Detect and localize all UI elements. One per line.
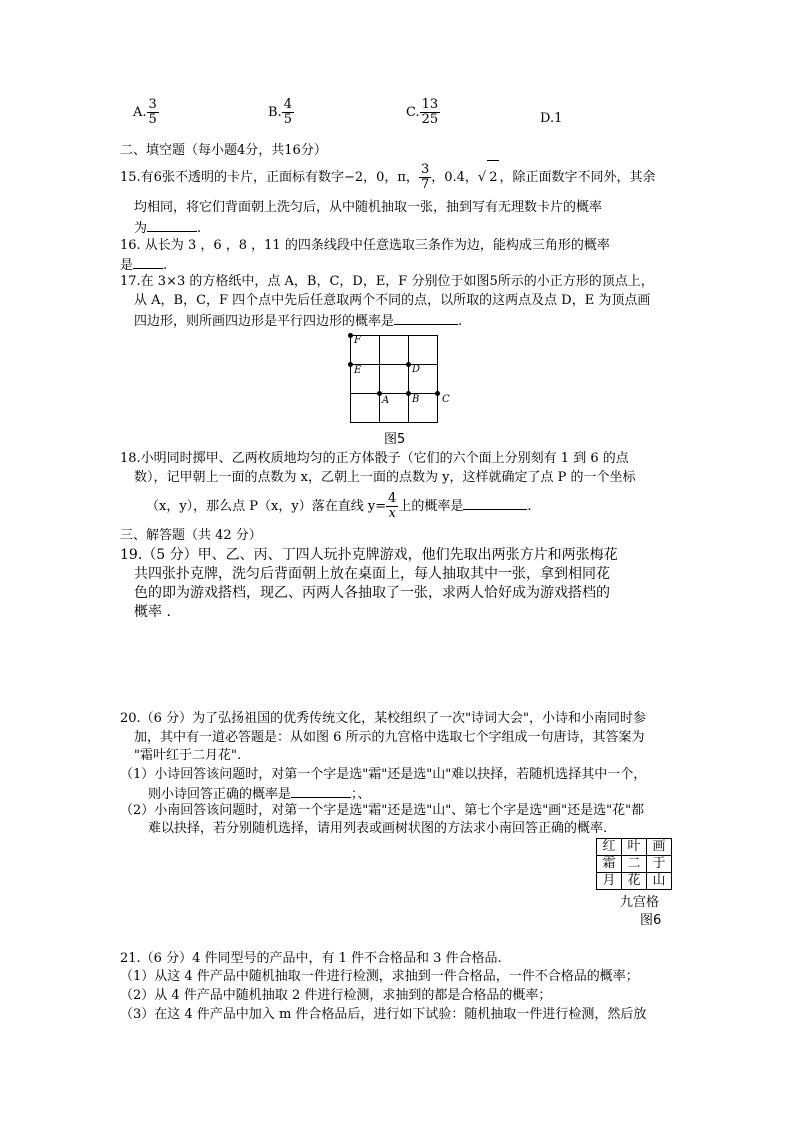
- q17-line-1: 17.在 3×3 的方格纸中，点 A，B，C，D，E，F 分别位于如图5所示的小正方形的顶点上，: [120, 274, 654, 289]
- q16-line-1: 16. 从长为 3 ，6 ，8 ，11 的四条线段中任意选取三条作为边，能构成三角形的概率: [120, 238, 610, 253]
- grid-cell: [350, 393, 380, 423]
- point-c: [435, 391, 440, 396]
- option-b-letter: B.: [268, 105, 282, 120]
- q15-text-a: 15.有6张不透明的卡片，正面标有数字−2，0，π，: [120, 170, 419, 185]
- point-b: [406, 391, 411, 396]
- option-c-fraction: $\frac{13}{25}$: [421, 97, 439, 127]
- nine-grid-cell: 叶: [622, 839, 647, 856]
- nine-grid-row: [597, 873, 672, 890]
- option-a: [133, 98, 159, 127]
- point-e-label: E: [354, 365, 362, 376]
- nine-grid-cell: 红: [597, 839, 622, 856]
- q20-part1-line-1: （1）小诗回答该问题时，对第一个字是选"霜"还是选"山"难以抉择，若随机选择其中一个，: [120, 767, 647, 782]
- point-d: [406, 362, 411, 367]
- q17-line-3: [134, 312, 462, 330]
- option-a-letter: A.: [133, 105, 147, 120]
- q16-line-2: [120, 256, 167, 274]
- figure-5-caption: 图5: [384, 432, 406, 447]
- q21-line-1: 21.（6 分）4 件同型号的产品中，有 1 件不合格品和 3 件合格品.: [120, 951, 502, 966]
- q20-p1-post: ；、: [351, 787, 371, 802]
- q15-text-c: ，除正面数字不同外，其余: [499, 170, 656, 185]
- q21-part-3: （3）在这 4 件产品中加入 m 件合格品后，进行如下试验：随机抽取一件进行检测，然后放: [120, 1007, 647, 1022]
- q18-line-3: [146, 490, 532, 524]
- nine-grid-cell: 画: [647, 839, 672, 856]
- section-2-heading: 二、填空题（每小题4分，共16分）: [120, 143, 327, 158]
- q17-line3-post: .: [458, 314, 463, 329]
- point-b-label: B: [412, 394, 420, 405]
- nine-grid-cell: 二: [622, 856, 647, 873]
- nine-grid-cell: 花: [622, 873, 647, 890]
- nine-grid-cell: 霜: [597, 856, 622, 873]
- q20-part2-line-1: （2）小南回答该问题时，对第一个字是选"霜"还是选"山"、第七个字是选"画"还是选"花"都: [120, 803, 645, 818]
- nine-grid-cell: 山: [647, 873, 672, 890]
- nine-grid-table: [596, 838, 672, 890]
- point-f: [348, 333, 353, 338]
- q20-answer-blank[interactable]: [291, 785, 351, 798]
- q20-p1-pre: 则小诗回答正确的概率是: [148, 787, 292, 802]
- point-a-label: A: [382, 395, 390, 406]
- q17-line-2: 从 A，B，C，F 四个点中先后任意取两个不同的点，以所取的这两点及点 D，E 为顶点画: [134, 293, 651, 308]
- q18-line-2: 数），记甲朝上一面的点数为 x，乙朝上一面的点数为 y，这样就确定了点 P 的一个坐标: [134, 470, 636, 485]
- nine-grid-cell: 月: [597, 873, 622, 890]
- q20-line-2: 加，其中有一道必答题是：从如图 6 所示的九宫格中选取七个字组成一句唐诗，其答案为: [134, 730, 645, 745]
- option-b: [268, 98, 294, 127]
- section-3-heading: 三、解答题（共 42 分）: [120, 528, 262, 543]
- grid-cell: [379, 364, 409, 394]
- q16-answer-blank[interactable]: [133, 256, 163, 269]
- q15-line-1: 15.有6张不透明的卡片，正面标有数字−2，0，π， $\frac{3}{7}$ ，0.4，√ 2 ，除正面数字不同外，其余: [120, 160, 656, 195]
- q20-part1-line-2: [148, 785, 371, 803]
- q20-line-1: 20.（6 分）为了弘扬祖国的优秀传统文化，某校组织了一次"诗词大会"，小诗和小南同时参: [120, 711, 647, 726]
- q15-sqrt: 2: [487, 160, 499, 195]
- nine-grid-row: [597, 856, 672, 873]
- q15-text-b: ，0.4，: [431, 170, 478, 185]
- grid-cell: [408, 335, 438, 365]
- q17-line3-pre: 四边形，则所画四边形是平行四边形的概率是: [134, 314, 395, 329]
- q15-line3-pre: 为: [134, 221, 148, 236]
- q18-line3-end: .: [527, 499, 532, 514]
- option-b-fraction: $\frac{4}{5}$: [283, 97, 292, 127]
- q16-line2-pre: 是: [120, 258, 134, 273]
- q18-line3-pre: （x，y），那么点 P（x，y）落在直线 y=: [146, 499, 387, 514]
- q21-part-1: （1）从这 4 件产品中随机抽取一件进行检测，求抽到一件合格品，一件不合格品的概率；: [120, 969, 639, 984]
- q21-part-2: （2）从 4 件产品中随机抽取 2 件进行检测，求抽到的都是合格品的概率；: [120, 988, 552, 1003]
- option-a-fraction: $\frac{3}{5}$: [148, 97, 157, 127]
- q20-part2-line-2: 难以抉择，若分别随机选择，请用列表或画树状图的方法求小南回答正确的概率.: [148, 821, 608, 836]
- nine-grid-row: [597, 839, 672, 856]
- option-c-letter: C.: [406, 105, 420, 120]
- q15-answer-blank[interactable]: [147, 219, 197, 232]
- q15-line-2: 均相同，将它们背面朝上洗匀后，从中随机抽取一张，抽到写有无理数卡片的概率: [134, 200, 603, 215]
- q18-line-1: 18.小明同时掷甲、乙两枚质地均匀的正方体骰子（它们的六个面上分别刻有 1 到 6 的点: [120, 451, 629, 466]
- q20-line-3: "霜叶红于二月花".: [134, 748, 242, 763]
- option-d: D.1: [540, 111, 563, 126]
- q15-fraction: $\frac{3}{7}$: [420, 162, 430, 192]
- q18-answer-blank[interactable]: [463, 497, 527, 510]
- point-f-label: F: [354, 335, 361, 346]
- point-c-label: C: [442, 394, 450, 405]
- q18-fraction: $\frac{4}{x}$: [388, 491, 397, 521]
- nine-grid-cell: 于: [647, 856, 672, 873]
- q19-line-4: 概率 .: [134, 604, 171, 620]
- q19-line-3: 色的即为游戏搭档，现乙、丙两人各抽取了一张，求两人恰好成为游戏搭档的: [134, 585, 610, 601]
- q19-line-2: 共四张扑克牌，洗匀后背面朝上放在桌面上，每人抽取其中一张，拿到相同花: [134, 566, 610, 582]
- q15-line3-post: .: [197, 221, 202, 236]
- nine-grid-name: 九宫格: [620, 895, 660, 910]
- q16-line2-post: .: [163, 258, 168, 273]
- figure-6-caption: 图6: [640, 913, 662, 928]
- q17-answer-blank[interactable]: [394, 312, 458, 325]
- grid-cell: [379, 335, 409, 365]
- q15-line-3: [134, 219, 201, 237]
- option-c: [406, 98, 440, 127]
- point-e: [348, 362, 353, 367]
- q19-line-1: 19.（5 分）甲、乙、丙、丁四人玩扑克牌游戏，他们先取出两张方片和两张梅花: [120, 547, 618, 563]
- point-d-label: D: [412, 364, 421, 375]
- q18-line3-post: 上的概率是: [398, 499, 464, 514]
